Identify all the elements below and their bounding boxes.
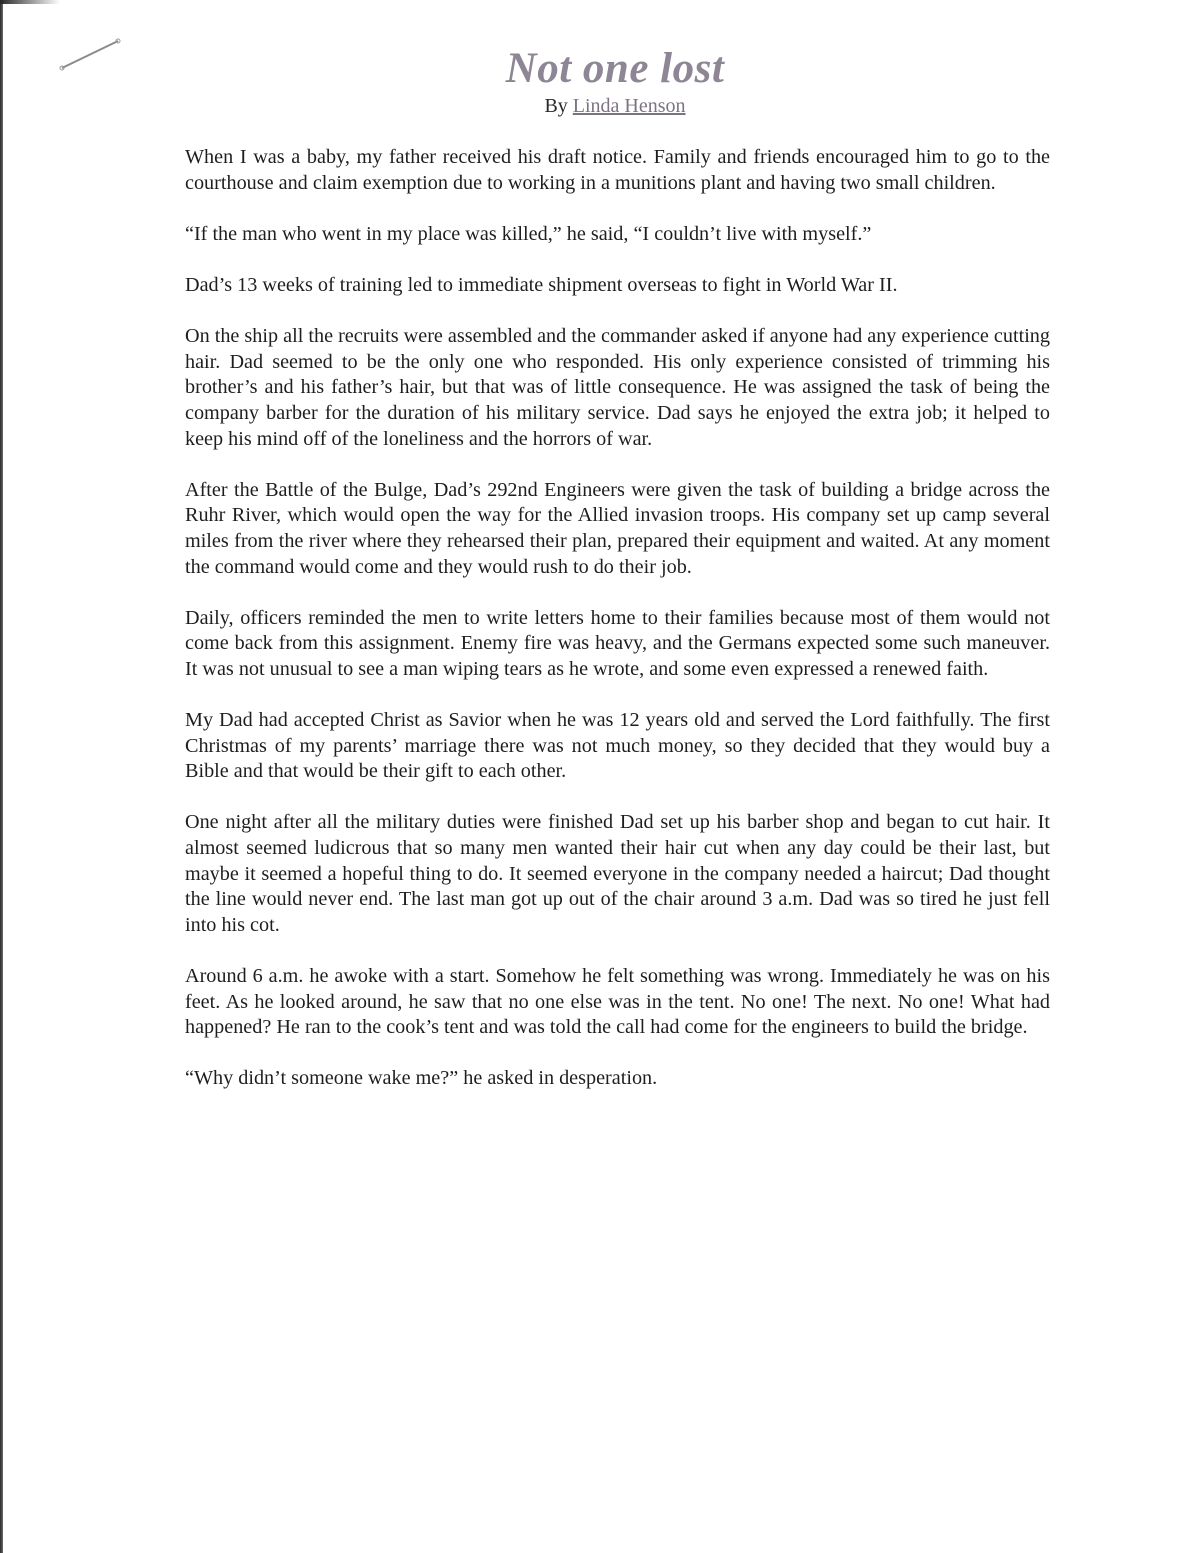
paragraph: After the Battle of the Bulge, Dad’s 292nd Engineers were given the task of building a bridge across the Ruhr River, which would open the way for the Allied invasion troops. His company set up camp several miles from the river where they rehearsed their plan, prepared their equipment and waited. At any moment the command would come and they would rush to do their job. bbox=[185, 478, 1050, 578]
paragraph: “Why didn’t someone wake me?” he asked in desperation. bbox=[185, 1067, 658, 1090]
paragraph: When I was a baby, my father received his draft notice. Family and friends encouraged him to go to the courthouse and claim exemption due to working in a munitions plant and having two small children. bbox=[185, 146, 1050, 194]
paragraph: One night after all the military duties were finished Dad set up his barber shop and began to cut hair. It almost seemed ludicrous that so many men wanted their hair cut when any day could be their last, but maybe it seemed a hopeful thing to do. It seemed everyone in the company needed a haircut; Dad thought the line would never end. The last man got up out of the chair around 3 a.m. Dad was so tired he just fell into his cot. bbox=[185, 811, 1050, 936]
article-body bbox=[185, 145, 1050, 1118]
paragraph: Dad’s 13 weeks of training led to immediate shipment overseas to fight in World War II. bbox=[185, 273, 898, 296]
byline-prefix: By bbox=[544, 95, 568, 117]
scan-edge-top bbox=[0, 0, 60, 4]
paragraph: On the ship all the recruits were assembled and the commander asked if anyone had any experience cutting hair. Dad seemed to be the only one who responded. His only experience consisted of trimming his brother’s and his father’s hair, but that was of little consequence. He was assigned the task of being the company barber for the duration of his military service. Dad says he enjoyed the extra job; it helped to keep his mind off of the loneliness and the horrors of war. bbox=[185, 325, 1050, 450]
scan-edge-left bbox=[0, 0, 3, 1553]
paragraph: “If the man who went in my place was killed,” he said, “I couldn’t live with myself.” bbox=[185, 222, 872, 245]
paragraph: Around 6 a.m. he awoke with a start. Somehow he felt something was wrong. Immediately he was on his feet. As he looked around, he saw that no one else was in the tent. No one! The next. No one! What had happened? He ran to the cook’s tent and was told the call had come for the engineers to build the bridge. bbox=[185, 965, 1050, 1039]
author-link[interactable]: Linda Henson bbox=[572, 95, 686, 117]
page-title: Not one lost bbox=[505, 45, 725, 92]
paragraph: Daily, officers reminded the men to write letters home to their families because most of them would not come back from this assignment. Enemy fire was heavy, and the Germans expected some such maneuver. It was not unusual to see a man wiping tears as he wrote, and some even expressed a renewed faith. bbox=[185, 606, 1050, 680]
paragraph: My Dad had accepted Christ as Savior when he was 12 years old and served the Lord faithfully. The first Christmas of my parents’ marriage there was not much money, so they decided that they would buy a Bible and that would be their gift to each other. bbox=[185, 709, 1050, 783]
byline bbox=[0, 95, 1200, 118]
